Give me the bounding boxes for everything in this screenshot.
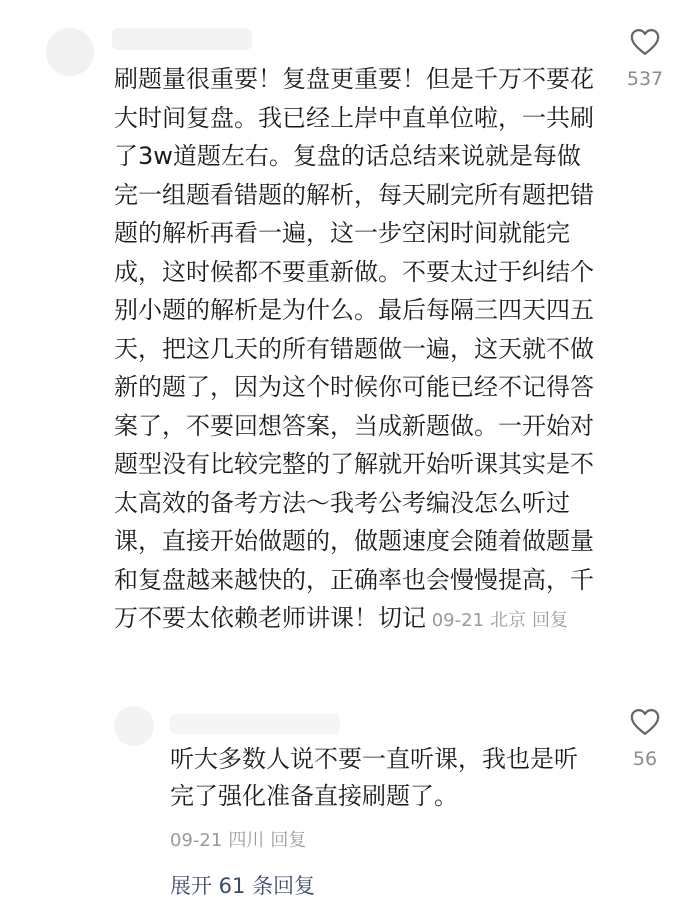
expand-replies-button[interactable]: 展开 61 条回复 [170,874,316,898]
comment-body [114,60,604,641]
comment-meta [426,610,568,631]
reply-location: 四川 [228,830,265,851]
reply-like-count: 56 [632,748,658,770]
heart-outline-icon[interactable] [630,708,660,736]
comment-text: 刷题量很重要！复盘更重要！但是千万不要花大时间复盘。我已经上岸中直单位啦，一共刷了3w道题左右。复盘的话总结来说就是每做完一组题看错题的解析，每天刷完所有题把错题的解析再看一遍，这一步空闲时间就能完成，这时候都不要重新做。不要太过于纠结个别小题的解析是为什么。最后每隔三四天四五天，把这几天的所有错题做一遍，这天就不做新的题了，因为这个时候你可能已经不记得答案了，不要回想答案，当成新题做。一开始对题型没有比较完整的了解就开始听课其实是不太高效的备考方法～我考公考编没怎么听过课，直接开始做题的，做题速度会随着做题量和复盘越来越快的，正确率也会慢慢提高，千万不要太依赖老师讲课！切记 [114,65,594,632]
heart-outline-icon[interactable] [630,28,660,56]
comment-location: 北京 [490,610,527,631]
commenter-avatar[interactable] [46,28,94,76]
reply-reply-button[interactable]: 回复 [270,830,307,851]
commenter-username[interactable] [112,28,252,50]
replier-avatar[interactable] [114,706,154,746]
comment-date: 09-21 [431,610,485,631]
reply-like[interactable] [613,708,677,770]
comment-reply-button[interactable]: 回复 [532,610,569,631]
reply-body [170,741,590,815]
reply-meta [170,826,306,852]
reply-date: 09-21 [170,830,223,851]
replier-username[interactable] [170,714,340,734]
reply-text: 听大多数人说不要一直听课，我也是听完了强化准备直接刷题了。 [170,745,578,810]
comment-like-count: 537 [626,68,664,90]
comment-like[interactable] [613,28,677,90]
